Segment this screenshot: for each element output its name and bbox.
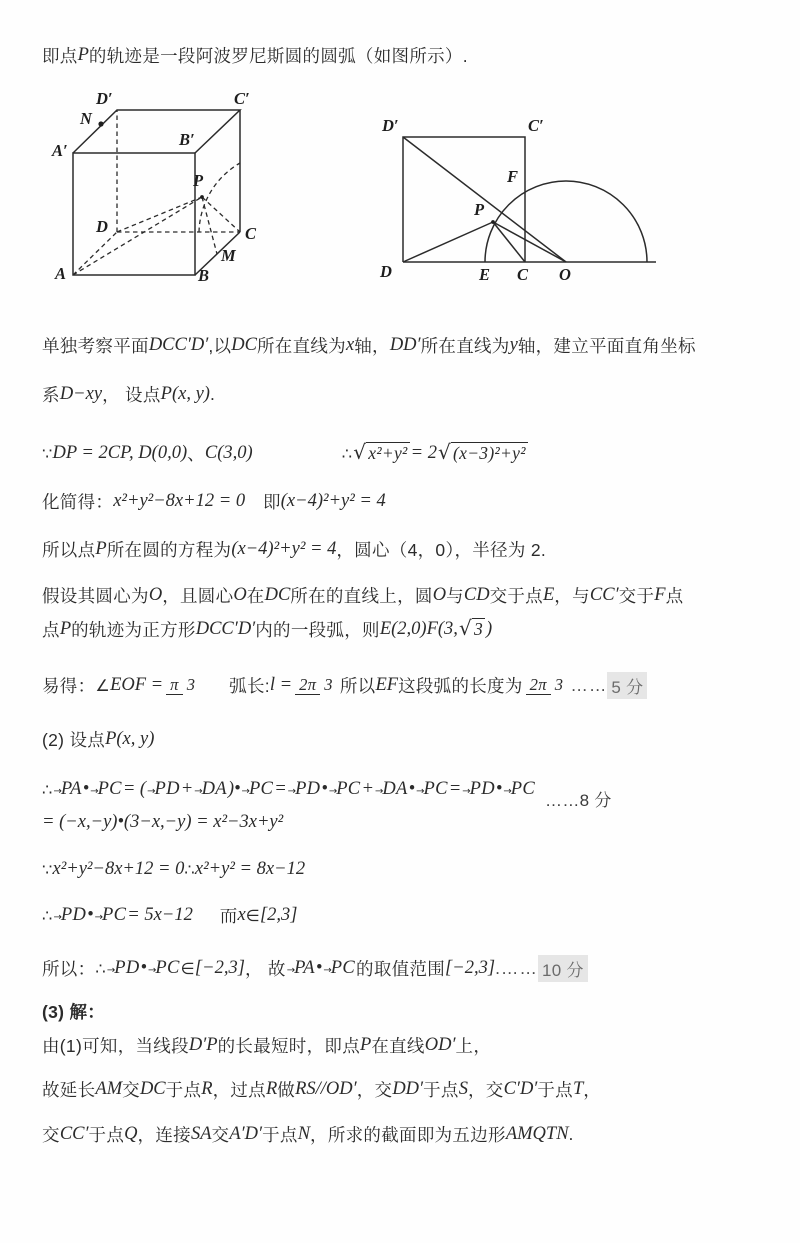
cube-figure bbox=[40, 85, 302, 299]
solution-line-11: ∴ →PA • →PC = ( →PD + →DA )• →PC = →PD • →PC + →DA • →PC = →PD • →PC ……8 分 bbox=[42, 778, 612, 810]
solution-line-9: 易得： ∠ EOF = π 3 弧长: l = 2π 3 所以 EF 这段弧的长度为 2π 3 …… 5 分 bbox=[42, 662, 647, 708]
cube-label-c-prime: C′ bbox=[234, 89, 250, 108]
cube-label-n: N bbox=[80, 109, 92, 128]
solution-line-19: 交 CC′ 于点 Q ，连接 SA 交 A′D′ 于点 N ，所求的截面即为五边形 AMQTN . bbox=[42, 1123, 574, 1145]
plane-label-c-prime: C′ bbox=[528, 116, 544, 135]
point-p-dot bbox=[200, 195, 204, 199]
plane-label-o: O bbox=[559, 265, 571, 284]
intro-line: 即点 P 的轨迹是一段阿波罗尼斯圆的圆弧（如图所示）. bbox=[42, 44, 468, 66]
solution-line-16: (3) 解： bbox=[42, 1001, 106, 1022]
solution-line-6: 所以点 P 所在圆的方程为 (x−4)²+y² = 4 ，圆心（4，0），半径为 2. bbox=[42, 538, 547, 560]
plane-label-c: C bbox=[517, 265, 529, 284]
solution-line-14: ∴ →PD • →PC = 5x−12 而 x ∈ [2,3] bbox=[42, 904, 298, 926]
cube-label-a: A bbox=[55, 264, 67, 283]
cube-label-d: D bbox=[96, 217, 108, 236]
solution-line-7: 假设其圆心为 O ，且圆心 O 在 DC 所在的直线上，圆 O 与 CD 交于点 E ，与 CC′ 交于 F 点 bbox=[42, 584, 684, 606]
plane-label-e: E bbox=[479, 265, 491, 284]
solution-line-4: ∵ DP = 2CP, D(0,0) 、 C(3,0) ∴ √ x²+y² = 2 √ (x−3)²+y² bbox=[42, 440, 526, 464]
plane-label-d: D bbox=[380, 262, 392, 281]
solution-line-18: 故延长 AM 交 DC 于点 R ，过点 R 做 RS//OD′ ，交 DD′ 于点 S ，交 C′D′ 于点 T ， bbox=[42, 1078, 602, 1100]
plane-label-p: P bbox=[474, 200, 485, 219]
cube-label-p: P bbox=[193, 171, 204, 190]
plane-drawing bbox=[360, 100, 680, 292]
solution-line-12: = (−x,−y)•(3−x,−y) = x²−3x+y² bbox=[42, 811, 284, 832]
solution-line-10: (2) 设点 P(x, y) bbox=[42, 728, 155, 750]
solution-line-17: 由(1)可知，当线段 D′P 的长最短时，即点 P 在直线 OD′ 上， bbox=[42, 1034, 492, 1056]
plane-label-d-prime: D′ bbox=[382, 116, 399, 135]
cube-label-b: B bbox=[198, 266, 210, 285]
solution-line-8: 点 P 的轨迹为正方形 DCC′D′ 内的一段弧，则 E(2,0)F(3, √ 3 ) bbox=[42, 616, 493, 640]
cube-label-b-prime: B′ bbox=[179, 130, 195, 149]
solution-line-13: ∵ x²+y²−8x+12 = 0 ∴ x²+y² = 8x−12 bbox=[42, 858, 306, 879]
cube-label-d-prime: D′ bbox=[96, 89, 113, 108]
solution-line-3: 系 D−xy ， 设点 P(x, y) . bbox=[42, 383, 216, 405]
plane-point-p-dot bbox=[491, 220, 495, 224]
plane-figure bbox=[360, 100, 680, 292]
solution-line-2: 单独考察平面 DCC′D′ ,以 DC 所在直线为 x 轴， DD′ 所在直线为 y 轴，建立平面直角坐标 bbox=[42, 334, 696, 356]
plane-label-f: F bbox=[507, 167, 519, 186]
cube-label-a-prime: A′ bbox=[52, 141, 68, 160]
solution-line-15: 所以： ∴ →PD • →PC ∈ [−2,3] ， 故 →PA • →PC 的取值范围 [−2,3] .…… 10 分 bbox=[42, 955, 588, 981]
solution-line-5: 化简得： x²+y²−8x+12 = 0 即 (x−4)²+y² = 4 bbox=[42, 490, 386, 512]
cube-label-c: C bbox=[245, 224, 257, 243]
point-n-dot bbox=[98, 121, 103, 126]
cube-label-m: M bbox=[221, 246, 236, 265]
